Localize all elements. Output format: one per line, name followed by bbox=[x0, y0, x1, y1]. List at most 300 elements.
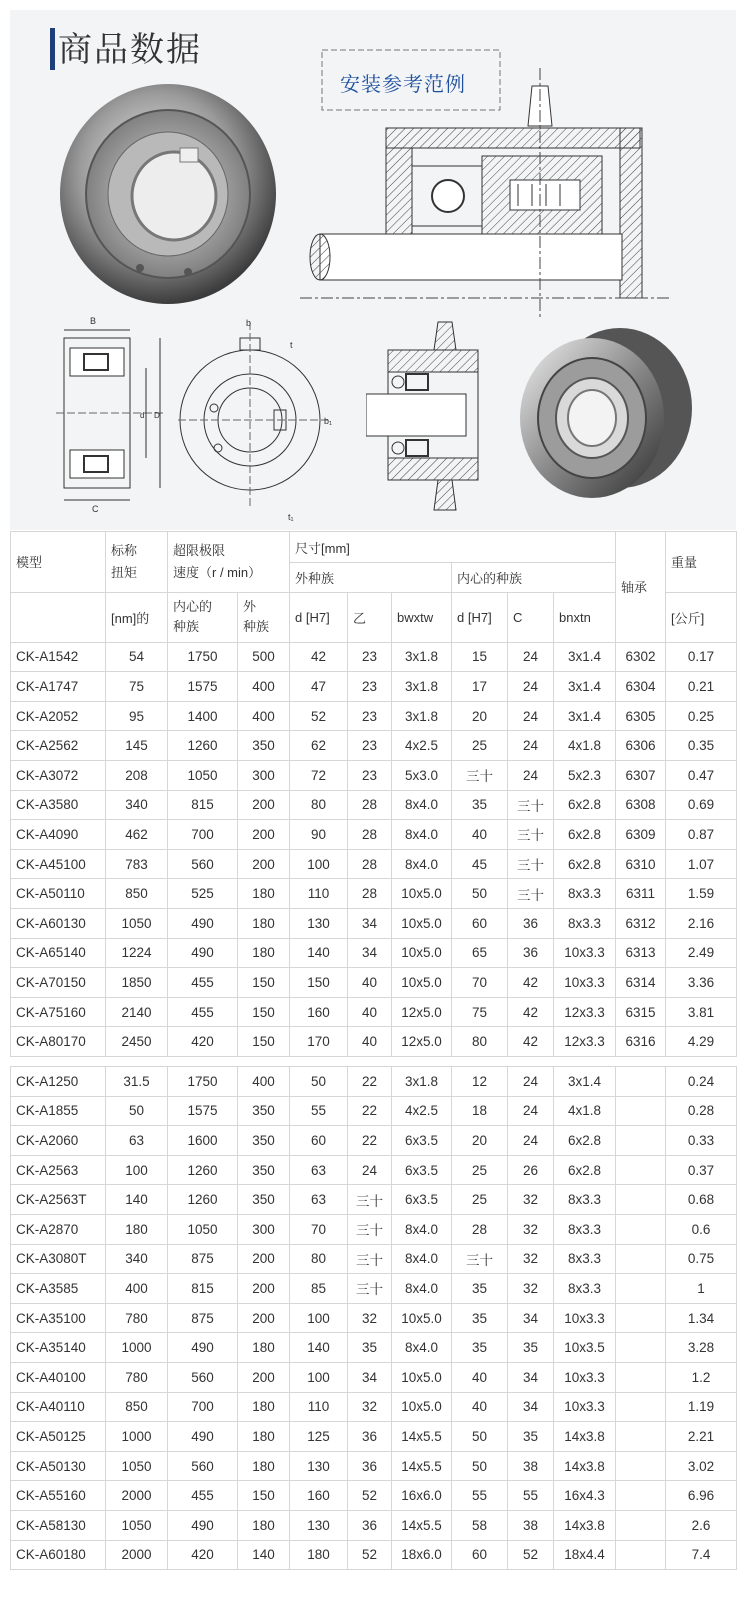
table-cell: 75 bbox=[106, 672, 168, 702]
table-cell: 180 bbox=[238, 908, 290, 938]
table-cell: 85 bbox=[290, 1274, 348, 1304]
table-cell: 50 bbox=[106, 1096, 168, 1126]
table-cell bbox=[616, 1481, 666, 1511]
table-cell: 6310 bbox=[616, 849, 666, 879]
table-cell: 490 bbox=[168, 1510, 238, 1540]
table-cell: 23 bbox=[348, 642, 392, 672]
table-cell: 350 bbox=[238, 1155, 290, 1185]
table-cell: 72 bbox=[290, 760, 348, 790]
table-cell: 52 bbox=[508, 1540, 554, 1570]
table-cell: 140 bbox=[238, 1540, 290, 1570]
table-row bbox=[11, 1481, 737, 1511]
table-cell: 110 bbox=[290, 879, 348, 909]
table-cell: 8x4.0 bbox=[392, 1333, 452, 1363]
speed-outer-header: 外 种族 bbox=[238, 592, 290, 642]
table-cell: 6307 bbox=[616, 760, 666, 790]
table-row bbox=[11, 790, 737, 820]
table-cell: 18x6.0 bbox=[392, 1540, 452, 1570]
svg-text:t₁: t₁ bbox=[288, 512, 294, 522]
table-cell: 780 bbox=[106, 1362, 168, 1392]
table-cell: 62 bbox=[290, 731, 348, 761]
table-cell: 14x3.8 bbox=[554, 1451, 616, 1481]
table-cell: 38 bbox=[508, 1451, 554, 1481]
table-cell: 2140 bbox=[106, 997, 168, 1027]
table-cell: 350 bbox=[238, 1126, 290, 1156]
table-cell: 8x4.0 bbox=[392, 820, 452, 850]
table-cell: 150 bbox=[290, 968, 348, 998]
table-cell: 34 bbox=[348, 908, 392, 938]
table-cell: 6308 bbox=[616, 790, 666, 820]
table-cell: 400 bbox=[238, 672, 290, 702]
table-cell: 0.75 bbox=[666, 1244, 737, 1274]
col-weight-header: 重量 bbox=[666, 532, 737, 593]
table-cell: 80 bbox=[452, 1027, 508, 1057]
table-cell: 10x3.3 bbox=[554, 1362, 616, 1392]
table-cell: 8x3.3 bbox=[554, 1274, 616, 1304]
table-cell: 36 bbox=[348, 1510, 392, 1540]
table-cell: 560 bbox=[168, 1362, 238, 1392]
table-cell: 1050 bbox=[168, 1214, 238, 1244]
table-cell: 34 bbox=[508, 1392, 554, 1422]
table-cell: 75 bbox=[452, 997, 508, 1027]
table-cell: 28 bbox=[452, 1214, 508, 1244]
table-cell: 8x3.3 bbox=[554, 1244, 616, 1274]
table-cell: 6x2.8 bbox=[554, 820, 616, 850]
table-cell: 50 bbox=[452, 1422, 508, 1452]
table-cell: 1050 bbox=[168, 760, 238, 790]
title-accent-bar bbox=[50, 28, 55, 70]
table-row bbox=[11, 997, 737, 1027]
table-cell: 18 bbox=[452, 1096, 508, 1126]
table-cell: 12 bbox=[452, 1067, 508, 1097]
table-cell: 8x3.3 bbox=[554, 1214, 616, 1244]
table-cell: 28 bbox=[348, 790, 392, 820]
table-row bbox=[11, 1155, 737, 1185]
table-cell: 180 bbox=[238, 1510, 290, 1540]
table-cell: 90 bbox=[290, 820, 348, 850]
table-cell: 三十 bbox=[508, 879, 554, 909]
table-cell: 150 bbox=[238, 1027, 290, 1057]
table-cell: 24 bbox=[508, 642, 554, 672]
model-cell: CK-A2563 bbox=[11, 1155, 106, 1185]
table-cell: 0.87 bbox=[666, 820, 737, 850]
table-cell: 180 bbox=[238, 1451, 290, 1481]
table-cell: 200 bbox=[238, 1274, 290, 1304]
table-cell: 17 bbox=[452, 672, 508, 702]
table-cell: 三十 bbox=[348, 1185, 392, 1215]
table-cell: 815 bbox=[168, 1274, 238, 1304]
table-cell: 三十 bbox=[508, 849, 554, 879]
table-cell: 31.5 bbox=[106, 1067, 168, 1097]
inner-c-header: C bbox=[508, 592, 554, 642]
table-cell: 0.68 bbox=[666, 1185, 737, 1215]
table-cell: 110 bbox=[290, 1392, 348, 1422]
table-cell: 5x2.3 bbox=[554, 760, 616, 790]
table-cell: 20 bbox=[452, 1126, 508, 1156]
table-cell: 6x2.8 bbox=[554, 790, 616, 820]
table-cell: 6305 bbox=[616, 701, 666, 731]
table-cell: 80 bbox=[290, 1244, 348, 1274]
inner-key-header: bnxtn bbox=[554, 592, 616, 642]
table-cell: 400 bbox=[238, 1067, 290, 1097]
table-cell: 875 bbox=[168, 1244, 238, 1274]
spec-table-1 bbox=[10, 531, 737, 1057]
table-cell: 55 bbox=[508, 1481, 554, 1511]
table-cell: 180 bbox=[238, 1422, 290, 1452]
table-cell: 150 bbox=[238, 1481, 290, 1511]
speed-inner-header: 内心的 种族 bbox=[168, 592, 238, 642]
table-cell: 1260 bbox=[168, 1155, 238, 1185]
product-figure-panel bbox=[10, 10, 736, 530]
table-cell: 490 bbox=[168, 908, 238, 938]
table-cell: 52 bbox=[290, 701, 348, 731]
table-cell: 60 bbox=[290, 1126, 348, 1156]
table-cell: 42 bbox=[508, 1027, 554, 1057]
table-cell: 0.69 bbox=[666, 790, 737, 820]
table-cell: 52 bbox=[348, 1481, 392, 1511]
svg-text:D: D bbox=[154, 411, 160, 420]
table-cell: 3x1.8 bbox=[392, 672, 452, 702]
model-cell: CK-A1747 bbox=[11, 672, 106, 702]
table-cell bbox=[616, 1096, 666, 1126]
table-row bbox=[11, 1027, 737, 1057]
table-cell: 490 bbox=[168, 938, 238, 968]
table-cell: 8x4.0 bbox=[392, 849, 452, 879]
table-row bbox=[11, 1244, 737, 1274]
table-cell: 0.21 bbox=[666, 672, 737, 702]
table-cell: 0.25 bbox=[666, 701, 737, 731]
table-cell: 0.28 bbox=[666, 1096, 737, 1126]
table-cell: 500 bbox=[238, 642, 290, 672]
table-cell: 1750 bbox=[168, 1067, 238, 1097]
table-cell: 32 bbox=[508, 1244, 554, 1274]
model-cell: CK-A2060 bbox=[11, 1126, 106, 1156]
table-cell: 10x5.0 bbox=[392, 1392, 452, 1422]
table-row bbox=[11, 1362, 737, 1392]
table-cell: 12x5.0 bbox=[392, 1027, 452, 1057]
table-cell: 22 bbox=[348, 1096, 392, 1126]
table-cell: 35 bbox=[452, 1274, 508, 1304]
table-cell: 340 bbox=[106, 1244, 168, 1274]
table-cell: 24 bbox=[508, 701, 554, 731]
table-cell: 160 bbox=[290, 1481, 348, 1511]
table-cell: 100 bbox=[290, 1362, 348, 1392]
table-cell: 3x1.8 bbox=[392, 642, 452, 672]
table-cell: 23 bbox=[348, 731, 392, 761]
table-cell: 1575 bbox=[168, 1096, 238, 1126]
table-cell: 490 bbox=[168, 1422, 238, 1452]
table-cell: 815 bbox=[168, 790, 238, 820]
table-cell: 三十 bbox=[508, 790, 554, 820]
table-cell: 455 bbox=[168, 968, 238, 998]
table-cell: 200 bbox=[238, 1244, 290, 1274]
model-cell: CK-A70150 bbox=[11, 968, 106, 998]
table-row bbox=[11, 701, 737, 731]
table-cell: 34 bbox=[508, 1362, 554, 1392]
table-cell: 4x1.8 bbox=[554, 1096, 616, 1126]
table-cell: 14x5.5 bbox=[392, 1422, 452, 1452]
table-cell: 0.37 bbox=[666, 1155, 737, 1185]
table-cell bbox=[616, 1214, 666, 1244]
table-cell: 560 bbox=[168, 1451, 238, 1481]
table-cell: 6x2.8 bbox=[554, 1155, 616, 1185]
table-cell: 1750 bbox=[168, 642, 238, 672]
table-cell: 140 bbox=[290, 1333, 348, 1363]
table-cell: 1260 bbox=[168, 731, 238, 761]
table-cell bbox=[616, 1067, 666, 1097]
table-row bbox=[11, 908, 737, 938]
table-cell: 6304 bbox=[616, 672, 666, 702]
table-cell: 850 bbox=[106, 1392, 168, 1422]
table-cell: 14x5.5 bbox=[392, 1510, 452, 1540]
model-cell: CK-A3072 bbox=[11, 760, 106, 790]
svg-text:t: t bbox=[290, 340, 293, 350]
table-cell: 6.96 bbox=[666, 1481, 737, 1511]
table-cell: 55 bbox=[452, 1481, 508, 1511]
col-torque-header: 标称 扭矩 bbox=[106, 532, 168, 593]
table-cell: 36 bbox=[508, 908, 554, 938]
table-cell: 3.02 bbox=[666, 1451, 737, 1481]
table-cell: 50 bbox=[452, 1451, 508, 1481]
table-cell: 26 bbox=[508, 1155, 554, 1185]
table-cell: 47 bbox=[290, 672, 348, 702]
model-cell: CK-A1855 bbox=[11, 1096, 106, 1126]
table-cell: 10x5.0 bbox=[392, 908, 452, 938]
table-cell: 2000 bbox=[106, 1481, 168, 1511]
table-cell: 35 bbox=[348, 1333, 392, 1363]
table-cell: 1050 bbox=[106, 1451, 168, 1481]
table-cell: 95 bbox=[106, 701, 168, 731]
table-cell: 160 bbox=[290, 997, 348, 1027]
spec-table-1-body bbox=[11, 642, 737, 1056]
col-bearing-header: 轴承 bbox=[616, 532, 666, 643]
model-cell: CK-A40100 bbox=[11, 1362, 106, 1392]
table-cell: 6x3.5 bbox=[392, 1126, 452, 1156]
table-cell: 180 bbox=[290, 1540, 348, 1570]
table-cell: 3x1.4 bbox=[554, 672, 616, 702]
table-cell: 12x3.3 bbox=[554, 1027, 616, 1057]
table-row bbox=[11, 1126, 737, 1156]
table-cell: 100 bbox=[290, 1303, 348, 1333]
table-cell: 55 bbox=[290, 1096, 348, 1126]
table-cell: 50 bbox=[290, 1067, 348, 1097]
table-cell: 180 bbox=[238, 1392, 290, 1422]
table-cell: 3.28 bbox=[666, 1333, 737, 1363]
unit-torque: [nm]的 bbox=[106, 592, 168, 642]
table-cell: 1224 bbox=[106, 938, 168, 968]
table-row bbox=[11, 1540, 737, 1570]
table-row bbox=[11, 968, 737, 998]
table-cell: 180 bbox=[238, 938, 290, 968]
table-cell: 1575 bbox=[168, 672, 238, 702]
table-cell: 65 bbox=[452, 938, 508, 968]
table-cell: 40 bbox=[348, 1027, 392, 1057]
installation-reference-label: 安装参考范例 bbox=[340, 72, 466, 96]
outer-d-header: d [H7] bbox=[290, 592, 348, 642]
table-cell: 52 bbox=[348, 1540, 392, 1570]
table-cell bbox=[616, 1155, 666, 1185]
table-cell bbox=[616, 1362, 666, 1392]
table-cell: 1.34 bbox=[666, 1303, 737, 1333]
table-cell: 1.59 bbox=[666, 879, 737, 909]
model-cell: CK-A50125 bbox=[11, 1422, 106, 1452]
table-cell: 35 bbox=[508, 1422, 554, 1452]
table-cell bbox=[616, 1540, 666, 1570]
outer-key-header: bwxtw bbox=[392, 592, 452, 642]
table-cell: 3.81 bbox=[666, 997, 737, 1027]
table-cell: 63 bbox=[290, 1185, 348, 1215]
table-cell: 60 bbox=[452, 1540, 508, 1570]
table-cell: 16x6.0 bbox=[392, 1481, 452, 1511]
table-cell: 22 bbox=[348, 1067, 392, 1097]
table-cell: 8x3.3 bbox=[554, 1185, 616, 1215]
model-cell: CK-A35100 bbox=[11, 1303, 106, 1333]
table-cell: 4x2.5 bbox=[392, 731, 452, 761]
table-cell: 32 bbox=[348, 1392, 392, 1422]
table-cell: 6312 bbox=[616, 908, 666, 938]
table-cell: 6x3.5 bbox=[392, 1155, 452, 1185]
table-cell: 40 bbox=[348, 997, 392, 1027]
table-row bbox=[11, 642, 737, 672]
table-cell: 350 bbox=[238, 731, 290, 761]
table-cell bbox=[616, 1451, 666, 1481]
table-cell: 130 bbox=[290, 1451, 348, 1481]
model-cell: CK-A58130 bbox=[11, 1510, 106, 1540]
table-cell: 125 bbox=[290, 1422, 348, 1452]
section-drawing bbox=[46, 308, 176, 528]
table-cell: 200 bbox=[238, 820, 290, 850]
table-cell: 180 bbox=[106, 1214, 168, 1244]
table-row bbox=[11, 1333, 737, 1363]
svg-text:C: C bbox=[92, 504, 99, 514]
table-cell: 783 bbox=[106, 849, 168, 879]
table-cell: 300 bbox=[238, 760, 290, 790]
bearing-photo-top bbox=[56, 72, 286, 312]
table-cell: 12x5.0 bbox=[392, 997, 452, 1027]
table-cell: 80 bbox=[290, 790, 348, 820]
col-model-header: 模型 bbox=[11, 532, 106, 593]
unit-weight: [公斤] bbox=[666, 592, 737, 642]
table-cell: 35 bbox=[452, 790, 508, 820]
table-cell: 8x4.0 bbox=[392, 790, 452, 820]
table-cell: 10x5.0 bbox=[392, 879, 452, 909]
model-cell: CK-A2563T bbox=[11, 1185, 106, 1215]
table-cell bbox=[616, 1126, 666, 1156]
table-row bbox=[11, 672, 737, 702]
table-cell: 14x5.5 bbox=[392, 1451, 452, 1481]
table-row bbox=[11, 1510, 737, 1540]
table-cell: 0.24 bbox=[666, 1067, 737, 1097]
table-cell: 63 bbox=[106, 1126, 168, 1156]
table-row bbox=[11, 1451, 737, 1481]
model-cell: CK-A80170 bbox=[11, 1027, 106, 1057]
table-cell: 28 bbox=[348, 820, 392, 850]
sprocket-drawing bbox=[366, 318, 496, 518]
table-cell: 8x4.0 bbox=[392, 1214, 452, 1244]
table-cell: 16x4.3 bbox=[554, 1481, 616, 1511]
model-cell: CK-A75160 bbox=[11, 997, 106, 1027]
table-cell: 2.21 bbox=[666, 1422, 737, 1452]
table-cell: 25 bbox=[452, 1185, 508, 1215]
table-cell: 63 bbox=[290, 1155, 348, 1185]
table-cell: 54 bbox=[106, 642, 168, 672]
table-cell: 8x3.3 bbox=[554, 879, 616, 909]
model-cell: CK-A60180 bbox=[11, 1540, 106, 1570]
table-cell: 6x3.5 bbox=[392, 1185, 452, 1215]
table-cell: 8x3.3 bbox=[554, 908, 616, 938]
bearing-photo-bottom bbox=[510, 322, 700, 502]
table-cell: 34 bbox=[508, 1303, 554, 1333]
table-cell: 6315 bbox=[616, 997, 666, 1027]
table-cell: 490 bbox=[168, 1333, 238, 1363]
table-row bbox=[11, 938, 737, 968]
table-cell: 三十 bbox=[452, 1244, 508, 1274]
table-cell: 三十 bbox=[348, 1214, 392, 1244]
table-cell: 34 bbox=[348, 1362, 392, 1392]
table-row bbox=[11, 1274, 737, 1304]
table-cell: 0.6 bbox=[666, 1214, 737, 1244]
model-cell: CK-A4090 bbox=[11, 820, 106, 850]
table-row bbox=[11, 1096, 737, 1126]
table-cell: 455 bbox=[168, 997, 238, 1027]
col-dims-header: 尺寸[mm] bbox=[290, 532, 616, 563]
model-header-spacer bbox=[11, 592, 106, 642]
svg-text:b₁: b₁ bbox=[324, 416, 333, 426]
table-cell: 20 bbox=[452, 701, 508, 731]
model-cell: CK-A3580 bbox=[11, 790, 106, 820]
table-cell bbox=[616, 1333, 666, 1363]
table-cell: 23 bbox=[348, 701, 392, 731]
table-cell: 10x5.0 bbox=[392, 1303, 452, 1333]
outer-race-header: 外种族 bbox=[290, 563, 452, 593]
table-cell: 三十 bbox=[348, 1244, 392, 1274]
table-cell: 4.29 bbox=[666, 1027, 737, 1057]
outer-b-header: 乙 bbox=[348, 592, 392, 642]
table-cell: 25 bbox=[452, 1155, 508, 1185]
table-cell: 1000 bbox=[106, 1422, 168, 1452]
table-cell: 42 bbox=[290, 642, 348, 672]
table-cell: 6311 bbox=[616, 879, 666, 909]
model-cell: CK-A50130 bbox=[11, 1451, 106, 1481]
table-cell bbox=[616, 1422, 666, 1452]
table-cell bbox=[616, 1185, 666, 1215]
spec-table-2-body bbox=[11, 1067, 737, 1570]
table-cell: 24 bbox=[508, 672, 554, 702]
table-cell: 32 bbox=[348, 1303, 392, 1333]
table-cell: 200 bbox=[238, 849, 290, 879]
table-row bbox=[11, 760, 737, 790]
table-cell: 10x3.3 bbox=[554, 938, 616, 968]
table-cell: 45 bbox=[452, 849, 508, 879]
table-cell: 462 bbox=[106, 820, 168, 850]
table-cell: 140 bbox=[290, 938, 348, 968]
table-cell: 34 bbox=[348, 938, 392, 968]
model-cell: CK-A60130 bbox=[11, 908, 106, 938]
table-cell: 3x1.8 bbox=[392, 701, 452, 731]
table-cell: 36 bbox=[348, 1451, 392, 1481]
table-cell: 14x3.8 bbox=[554, 1422, 616, 1452]
table-cell: 2000 bbox=[106, 1540, 168, 1570]
table-cell: 12x3.3 bbox=[554, 997, 616, 1027]
table-cell: 200 bbox=[238, 790, 290, 820]
table-cell: 150 bbox=[238, 997, 290, 1027]
table-cell: 350 bbox=[238, 1096, 290, 1126]
table-cell: 10x3.3 bbox=[554, 968, 616, 998]
table-cell: 24 bbox=[508, 1126, 554, 1156]
table-row bbox=[11, 820, 737, 850]
spec-table-2 bbox=[10, 1066, 737, 1570]
table-cell: 0.47 bbox=[666, 760, 737, 790]
